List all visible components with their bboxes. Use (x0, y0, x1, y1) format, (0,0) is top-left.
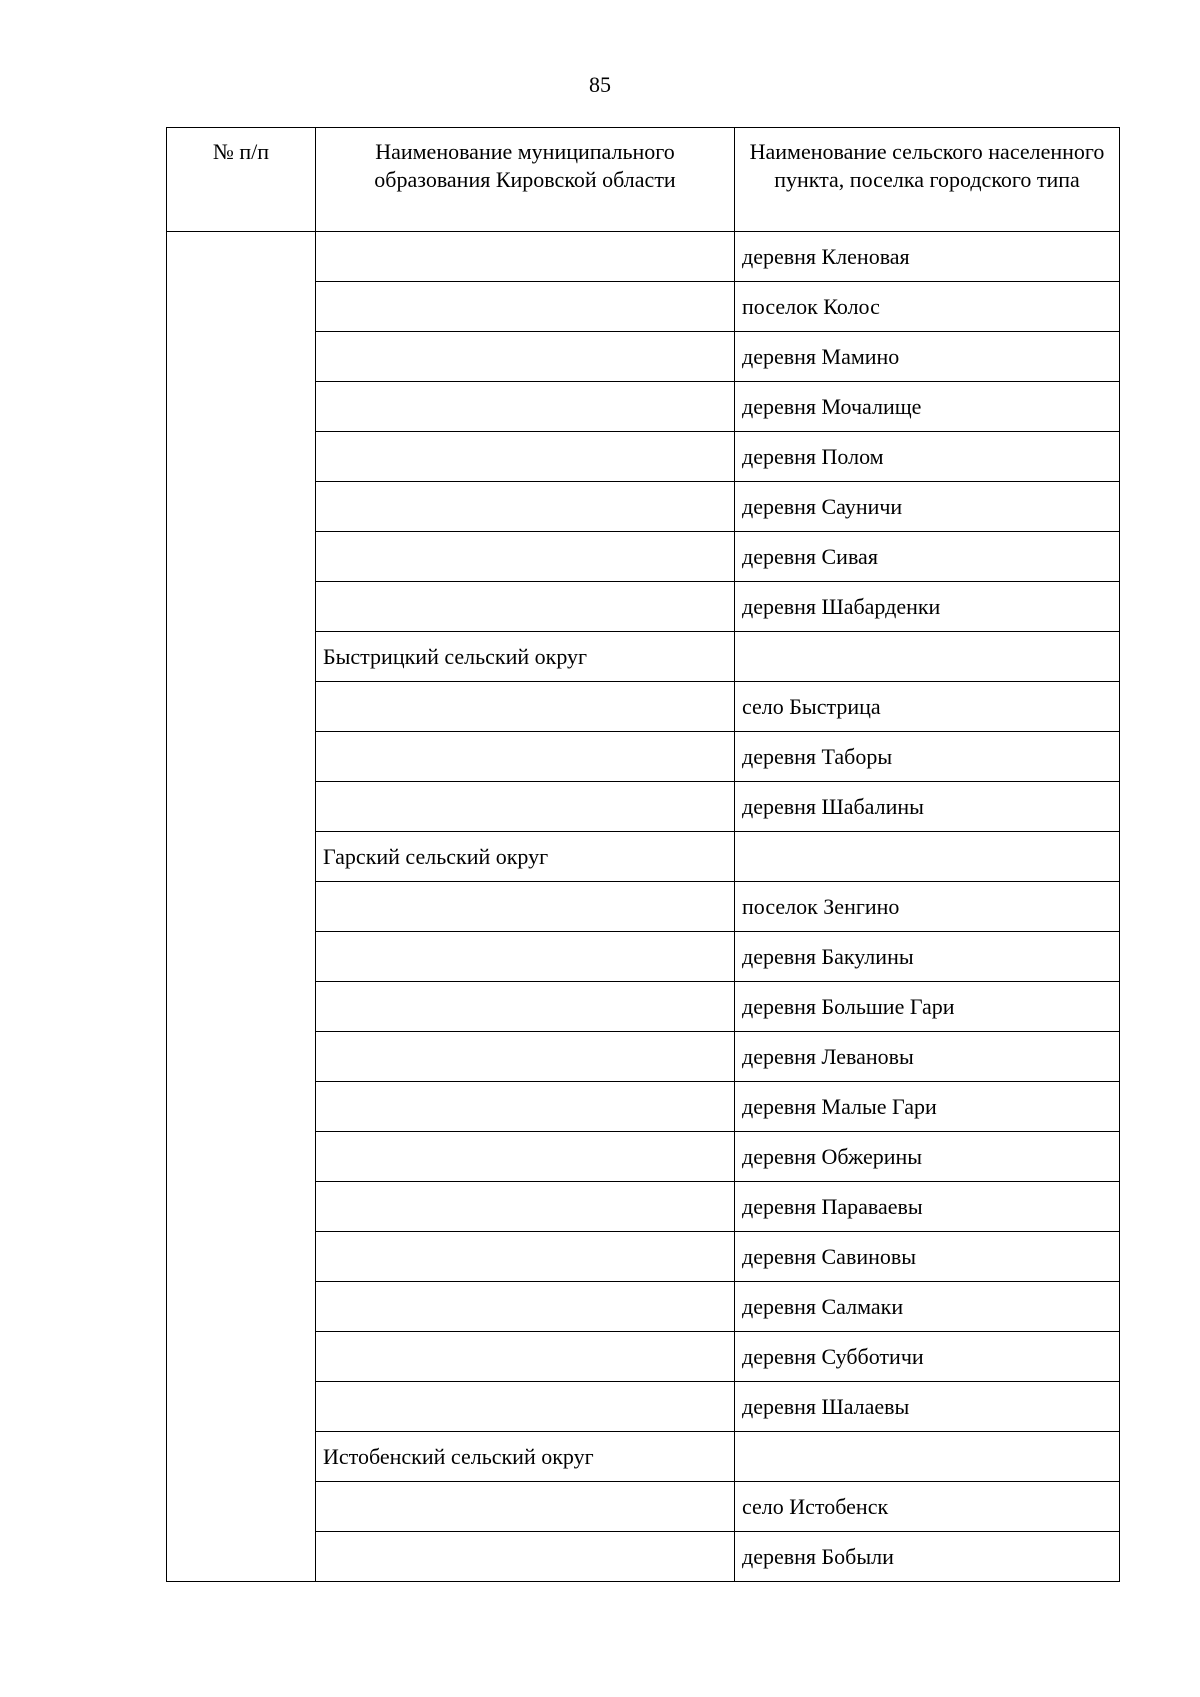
table-row (167, 232, 1120, 282)
settlement-cell: деревня Бакулины (735, 932, 1120, 982)
settlement-cell: деревня Мамино (735, 332, 1120, 382)
header-number: № п/п (167, 128, 316, 232)
municipality-cell (316, 982, 735, 1032)
settlement-cell: поселок Колос (735, 282, 1120, 332)
municipality-cell (316, 882, 735, 932)
settlement-cell: деревня Большие Гари (735, 982, 1120, 1032)
page-number: 85 (589, 72, 611, 97)
settlement-cell: деревня Левановы (735, 1032, 1120, 1082)
settlement-cell: деревня Салмаки (735, 1282, 1120, 1332)
municipality-cell (316, 1482, 735, 1532)
settlement-cell: деревня Бобыли (735, 1532, 1120, 1582)
settlement-cell: деревня Шабалины (735, 782, 1120, 832)
number-cell (167, 232, 316, 1582)
settlement-cell: деревня Субботичи (735, 1332, 1120, 1382)
municipality-cell (316, 332, 735, 382)
settlement-cell: деревня Савиновы (735, 1232, 1120, 1282)
settlements-table (166, 127, 1120, 1582)
settlement-cell: деревня Шалаевы (735, 1382, 1120, 1432)
settlement-cell: деревня Мочалище (735, 382, 1120, 432)
header-municipality: Наименование муниципального образования Кировской области (316, 128, 735, 232)
settlement-cell: поселок Зенгино (735, 882, 1120, 932)
settlement-cell: деревня Обжерины (735, 1132, 1120, 1182)
settlement-cell: деревня Кленовая (735, 232, 1120, 282)
settlement-cell: село Быстрица (735, 682, 1120, 732)
municipality-cell: Истобенский сельский округ (316, 1432, 735, 1482)
settlement-cell: деревня Сауничи (735, 482, 1120, 532)
municipality-cell (316, 932, 735, 982)
municipality-cell (316, 582, 735, 632)
municipality-cell: Гарский сельский округ (316, 832, 735, 882)
municipality-cell (316, 1532, 735, 1582)
municipality-cell (316, 232, 735, 282)
settlement-cell (735, 632, 1120, 682)
settlement-cell: деревня Таборы (735, 732, 1120, 782)
municipality-cell (316, 1332, 735, 1382)
settlement-cell: деревня Сивая (735, 532, 1120, 582)
settlement-cell: деревня Шабарденки (735, 582, 1120, 632)
municipality-cell (316, 1032, 735, 1082)
municipality-cell (316, 1282, 735, 1332)
municipality-cell (316, 432, 735, 482)
settlement-cell: деревня Малые Гари (735, 1082, 1120, 1132)
municipality-cell (316, 532, 735, 582)
municipality-cell: Быстрицкий сельский округ (316, 632, 735, 682)
settlement-cell: деревня Полом (735, 432, 1120, 482)
settlement-cell (735, 1432, 1120, 1482)
settlement-cell: село Истобенск (735, 1482, 1120, 1532)
municipality-cell (316, 482, 735, 532)
municipality-cell (316, 382, 735, 432)
table-body (167, 232, 1120, 1582)
header-settlement: Наименование сельского населенного пункта, поселка городского типа (735, 128, 1120, 232)
municipality-cell (316, 1232, 735, 1282)
settlement-cell (735, 832, 1120, 882)
municipality-cell (316, 682, 735, 732)
settlement-cell: деревня Параваевы (735, 1182, 1120, 1232)
municipality-cell (316, 732, 735, 782)
municipality-cell (316, 1182, 735, 1232)
municipality-cell (316, 1382, 735, 1432)
municipality-cell (316, 282, 735, 332)
municipality-cell (316, 1082, 735, 1132)
municipality-cell (316, 1132, 735, 1182)
table-header-row (167, 128, 1120, 232)
municipality-cell (316, 782, 735, 832)
